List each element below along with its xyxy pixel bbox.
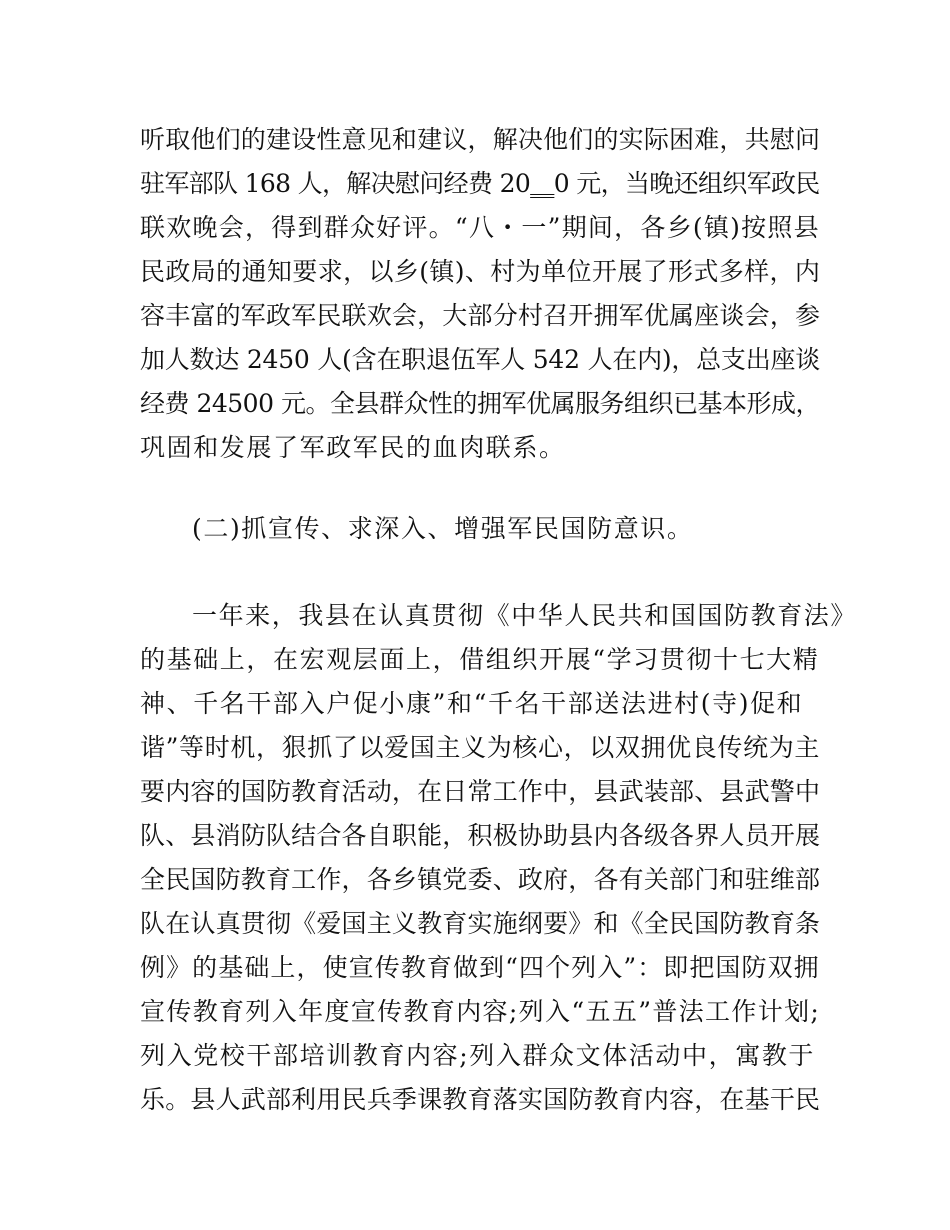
text-line: 驻军部队 168 人，解决慰问经费 20‗‗0 元，当晚还组织军政民 bbox=[140, 169, 820, 198]
text-line: 听取他们的建设性意见和建议，解决他们的实际困难，共慰问 bbox=[140, 125, 821, 154]
text-line: 乐。县人武部利用民兵季课教育落实国防教育内容，在基干民 bbox=[140, 1085, 821, 1114]
text-line: 容丰富的军政军民联欢会，大部分村召开拥军优属座谈会，参 bbox=[140, 301, 821, 330]
text-line: 巩固和发展了军政军民的血肉联系。 bbox=[140, 433, 566, 462]
text-line: 一年来，我县在认真贯彻《中华人民共和国国防教育法》 bbox=[192, 601, 858, 630]
text-line: 队在认真贯彻《爱国主义教育实施纲要》和《全民国防教育条 bbox=[140, 909, 821, 938]
text-line: 队、县消防队结合各自职能，积极协助县内各级各界人员开展 bbox=[140, 821, 821, 850]
text-line: 谐”等时机，狠抓了以爱国主义为核心，以双拥优良传统为主 bbox=[140, 733, 820, 762]
text-line: 经费 24500 元。全县群众性的拥军优属服务组织已基本形成， bbox=[140, 389, 821, 418]
text-line: 要内容的国防教育活动，在日常工作中，县武装部、县武警中 bbox=[140, 777, 821, 806]
text-line: 宣传教育列入年度宣传教育内容;列入“五五”普法工作计划; bbox=[140, 997, 821, 1026]
text-line: 的基础上，在宏观层面上，借组织开展“学习贯彻十七大精 bbox=[140, 645, 820, 674]
text-line: 神、千名干部入户促小康”和“千名干部送法进村(寺)促和 bbox=[140, 689, 804, 718]
text-line: 加人数达 2450 人(含在职退伍军人 542 人在内)，总支出座谈 bbox=[140, 345, 821, 374]
text-line: 例》的基础上，使宣传教育做到“四个列入”：即把国防双拥 bbox=[140, 953, 820, 982]
text-line: 全民国防教育工作，各乡镇党委、政府，各有关部门和驻维部 bbox=[140, 865, 821, 894]
text-line: 联欢晚会，得到群众好评。“八・一”期间，各乡(镇)按照县 bbox=[140, 213, 820, 242]
section-heading: (二)抓宣传、求深入、增强军民国防意识。 bbox=[192, 514, 694, 543]
text-line: 列入党校干部培训教育内容;列入群众文体活动中，寓教于 bbox=[140, 1041, 816, 1070]
text-line: 民政局的通知要求，以乡(镇)、村为单位开展了形式多样，内 bbox=[140, 257, 821, 286]
